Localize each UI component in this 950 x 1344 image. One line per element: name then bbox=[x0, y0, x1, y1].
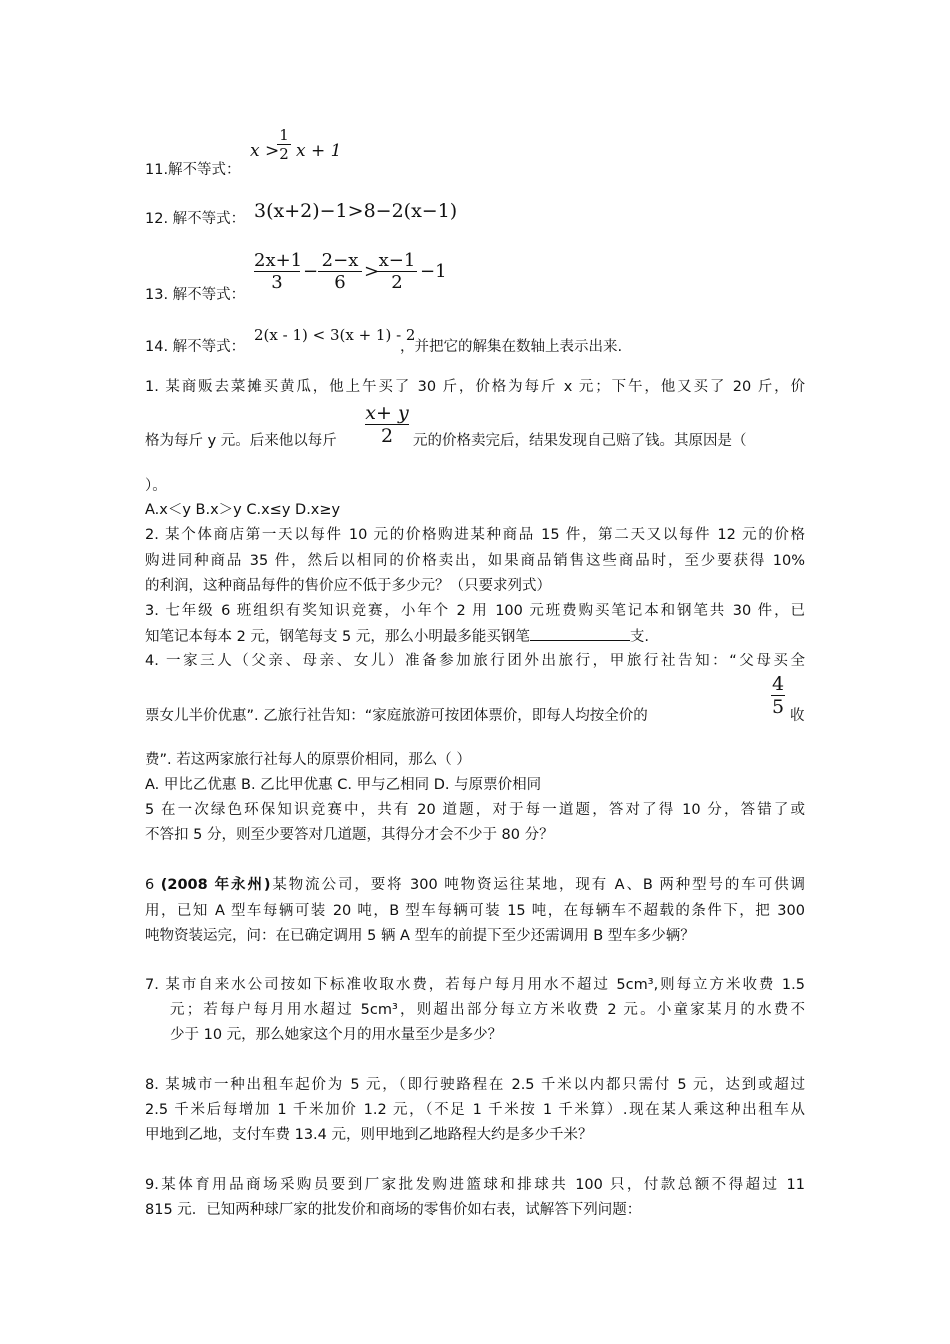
q3-line-2a: 知笔记本每本 2 元，钢笔每支 5 元，那么小明最多能买钢笔 bbox=[145, 629, 530, 645]
q1-frac-denominator: 2 bbox=[380, 425, 394, 447]
q6-line-1-text: 某物流公司，要将 300 吨物资运往某地，现有 A、B 两种型号的车可供调 bbox=[270, 877, 805, 893]
p13-label: 13. 解不等式： bbox=[145, 287, 246, 303]
q1-line-3: ）。 bbox=[145, 478, 167, 494]
p13-denominator-2: 6 bbox=[334, 272, 346, 293]
q2-line-3: 的利润，这种商品每件的售价应不低于多少元？（只要求列式） bbox=[145, 578, 551, 594]
q7-line-3: 少于 10 元，那么她家这个月的用水量至少是多少？ bbox=[170, 1027, 503, 1043]
q4-options: A. 甲比乙优惠 B. 乙比甲优惠 C. 甲与乙相同 D. 与原票价相同 bbox=[145, 777, 542, 793]
q6-line-3: 吨物资装运完，问：在已确定调用 5 辆 A 型车的前提下至少还需调用 B 型车多少辆？ bbox=[145, 928, 695, 944]
q1-line-2a: 格为每斤 y 元。后来他以每斤 bbox=[145, 433, 337, 449]
p13-denominator-3: 2 bbox=[391, 272, 403, 293]
q1-frac-numerator: x+ y bbox=[365, 402, 409, 424]
q2-line-2: 购进同种商品 35 件，然后以相同的价格卖出，如果商品销售这些商品时，至少要获得 10% bbox=[145, 553, 805, 569]
q2-line-1: 2. 某个体商店第一天以每件 10 元的价格购进某种商品 15 件，第二天又以每件 12 元的价格 bbox=[145, 527, 805, 543]
p11-lhs: x > bbox=[250, 141, 280, 161]
p13-numerator-3: x−1 bbox=[378, 250, 416, 271]
q3-line-2 bbox=[145, 626, 649, 647]
p11-label: 11.解不等式： bbox=[145, 162, 241, 178]
q4-fraction bbox=[771, 673, 785, 718]
q5-line-1: 5 在一次绿色环保知识竞赛中，共有 20 道题，对于每一道题，答对了得 10 分，答错了或 bbox=[145, 802, 805, 818]
q1-options: A.x＜y B.x＞y C.x≤y D.x≥y bbox=[145, 502, 341, 518]
p13-numerator-1: 2x+1 bbox=[254, 250, 303, 271]
q7-line-1: 7. 某市自来水公司按如下标准收取水费，若每户每月用水不超过 5cm³,则每立方米收费 1.5 bbox=[145, 977, 805, 993]
q1-line-2b: 元的价格卖完后，结果发现自己赔了钱。其原因是（ bbox=[413, 433, 747, 449]
p12-expression: 3(x+2)−1>8−2(x−1) bbox=[254, 200, 458, 222]
p14-tail: ，并把它的解集在数轴上表示出来. bbox=[400, 339, 623, 355]
q9-line-2: 815 元．已知两种球厂家的批发价和商场的零售价如右表，试解答下列问题： bbox=[145, 1202, 642, 1218]
q8-line-1: 8. 某城市一种出租车起价为 5 元，（即行驶路程在 2.5 千米以内都只需付 5 元，达到或超过 bbox=[145, 1077, 805, 1093]
q6-line-1 bbox=[145, 875, 805, 895]
p13-tail: −1 bbox=[420, 261, 447, 282]
p11-fraction bbox=[277, 126, 291, 163]
q4-line-2a: 票女儿半价优惠”. 乙旅行社告知：“家庭旅游可按团体票价，即每人均按全价的 bbox=[145, 708, 648, 724]
p14-label: 14. 解不等式： bbox=[145, 339, 246, 355]
q4-line-2b: 收 bbox=[790, 708, 805, 724]
q3-line-2b: 支. bbox=[629, 629, 649, 645]
q6-source: (2008 年永州) bbox=[160, 877, 271, 893]
q3-answer-blank[interactable] bbox=[530, 626, 630, 641]
p13-fraction-2 bbox=[318, 250, 362, 293]
q4-line-3: 费”. 若这两家旅行社每人的原票价相同，那么（ ） bbox=[145, 752, 471, 768]
p12-label: 12. 解不等式： bbox=[145, 211, 246, 227]
p13-fraction-1 bbox=[254, 250, 303, 293]
q5-line-2: 不答扣 5 分，则至少要答对几道题，其得分才会不少于 80 分？ bbox=[145, 827, 554, 843]
p13-denominator-1: 3 bbox=[271, 272, 283, 293]
q6-number: 6 bbox=[145, 877, 161, 893]
p11-numerator: 1 bbox=[279, 126, 289, 144]
q9-line-1: 9.某体育用品商场采购员要到厂家批发购进篮球和排球共 100 只，付款总额不得超过 11 bbox=[145, 1177, 805, 1193]
q6-line-2: 用，已知 A 型车每辆可装 20 吨，B 型车每辆可装 15 吨，在每辆车不超载的条件下，把 300 bbox=[145, 903, 805, 919]
q1-fraction bbox=[365, 402, 409, 447]
q3-line-1: 3. 七年级 6 班组织有奖知识竞赛，小年个 2 用 100 元班费购买笔记本和钢笔共 30 件，已 bbox=[145, 603, 805, 619]
p13-numerator-2: 2−x bbox=[321, 250, 359, 271]
q8-line-3: 甲地到乙地，支付车费 13.4 元，则甲地到乙地路程大约是多少千米？ bbox=[145, 1127, 593, 1143]
p13-fraction-3 bbox=[377, 250, 417, 293]
q7-line-2: 元；若每户每月用水超过 5cm³，则超出部分每立方米收费 2 元。小童家某月的水费不 bbox=[170, 1002, 805, 1018]
q1-line-1: 1. 某商贩去菜摊买黄瓜，他上午买了 30 斤，价格为每斤 x 元；下午，他又买了 20 斤，价 bbox=[145, 379, 805, 395]
q4-line-1: 4. 一家三人（父亲、母亲、女儿）准备参加旅行团外出旅行，甲旅行社告知：“父母买全 bbox=[145, 653, 805, 669]
q8-line-2: 2.5 千米后每增加 1 千米加价 1.2 元，（不足 1 千米按 1 千米算）.现在某人乘这种出租车从 bbox=[145, 1102, 805, 1118]
q4-frac-denominator: 5 bbox=[771, 696, 785, 718]
p14-expression: 2(x - 1) < 3(x + 1) - 2 bbox=[254, 326, 416, 344]
p11-denominator: 2 bbox=[279, 145, 289, 163]
q4-frac-numerator: 4 bbox=[771, 673, 785, 695]
p11-rhs: x + 1 bbox=[296, 141, 342, 161]
p13-minus: − bbox=[303, 261, 319, 282]
p13-gt: > bbox=[364, 261, 380, 282]
